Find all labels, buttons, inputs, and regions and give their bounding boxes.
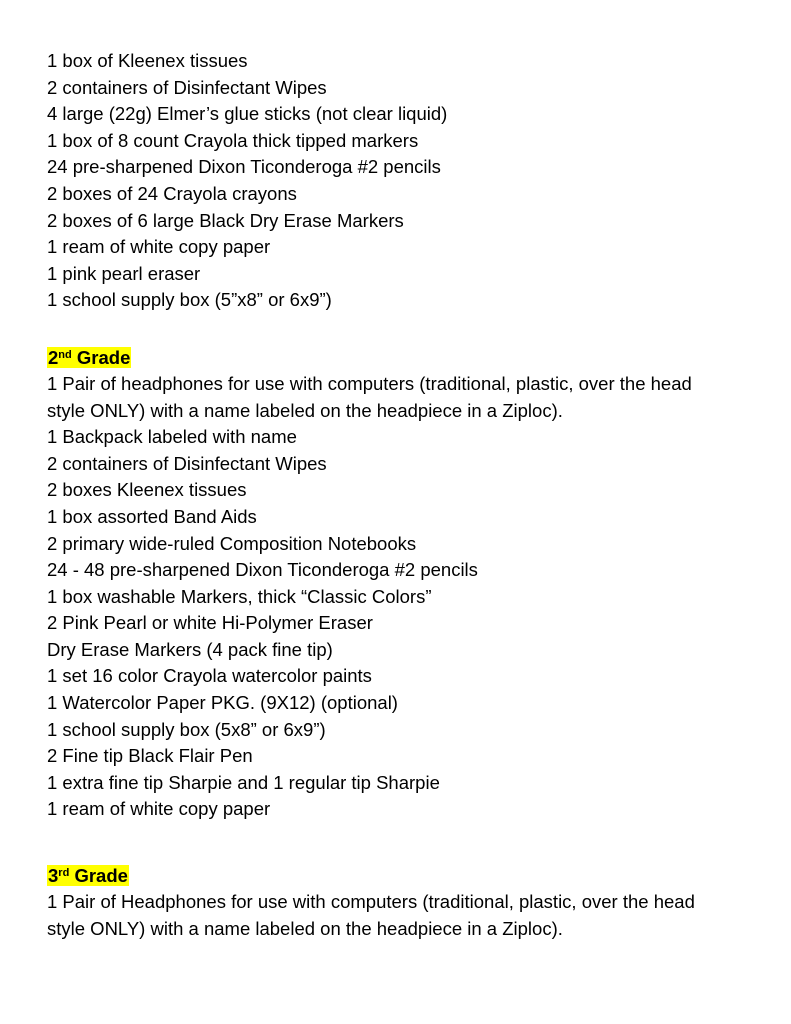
grade-3-heading xyxy=(47,863,767,889)
list-item: 2 boxes Kleenex tissues xyxy=(47,479,247,501)
grade-2-highlight xyxy=(47,347,131,368)
grade-label: Grade xyxy=(76,346,131,368)
list-item: 2 primary wide-ruled Composition Notebooks xyxy=(47,532,417,554)
grade-3-highlight xyxy=(47,865,129,886)
grade-2-heading xyxy=(47,345,767,371)
grade-2-section xyxy=(47,345,767,823)
list-item: 1 school supply box (5”x8” or 6x9”) xyxy=(47,289,332,311)
list-item: 1 extra fine tip Sharpie and 1 regular tip Sharpie xyxy=(47,771,440,793)
list-item: 2 containers of Disinfectant Wipes xyxy=(47,452,327,474)
grade-3-section xyxy=(47,863,767,942)
grade-label: Grade xyxy=(74,865,128,887)
supply-list-page xyxy=(47,48,767,942)
list-item: 1 Watercolor Paper PKG. (9X12) (optional) xyxy=(47,692,398,714)
list-item: 1 Backpack labeled with name xyxy=(47,426,297,448)
list-item: 1 school supply box (5x8” or 6x9”) xyxy=(47,718,326,740)
list-item: 2 containers of Disinfectant Wipes xyxy=(47,76,327,98)
grade-number: 2 xyxy=(48,346,59,368)
list-item: Dry Erase Markers (4 pack fine tip) xyxy=(47,638,333,660)
grade-ordinal-suffix: rd xyxy=(58,867,70,880)
headphones-item: 1 Pair of Headphones for use with computers (traditional, plastic, over the head style ONLY) with a name labeled on the headpiece in a Ziploc). xyxy=(47,891,695,939)
list-item: 2 boxes of 24 Crayola crayons xyxy=(47,182,297,204)
list-item: 1 ream of white copy paper xyxy=(47,798,271,820)
list-item: 4 large (22g) Elmer’s glue sticks (not clear liquid) xyxy=(47,103,448,125)
list-item: 24 - 48 pre-sharpened Dixon Ticonderoga #2 pencils xyxy=(47,559,478,581)
list-item: 1 pink pearl eraser xyxy=(47,262,201,284)
list-item: 1 box washable Markers, thick “Classic Colors” xyxy=(47,585,432,607)
grade-number: 3 xyxy=(48,865,59,887)
list-item: 1 box of Kleenex tissues xyxy=(47,50,248,71)
list-item: 1 ream of white copy paper xyxy=(47,236,271,258)
list-item: 2 Fine tip Black Flair Pen xyxy=(47,745,253,767)
list-item: 1 box assorted Band Aids xyxy=(47,505,257,527)
list-item: 2 boxes of 6 large Black Dry Erase Markers xyxy=(47,209,404,231)
list-item: 1 set 16 color Crayola watercolor paints xyxy=(47,665,372,687)
list-item: 24 pre-sharpened Dixon Ticonderoga #2 pencils xyxy=(47,156,441,178)
list-item: 2 Pink Pearl or white Hi-Polymer Eraser xyxy=(47,612,373,634)
list-item: 1 box of 8 count Crayola thick tipped markers xyxy=(47,129,419,151)
headphones-item: 1 Pair of headphones for use with computers (traditional, plastic, over the head style ONLY) with a name labeled on the headpiece in a Ziploc). xyxy=(47,372,692,421)
grade-ordinal-suffix: nd xyxy=(58,348,72,361)
intro-list xyxy=(47,48,767,314)
